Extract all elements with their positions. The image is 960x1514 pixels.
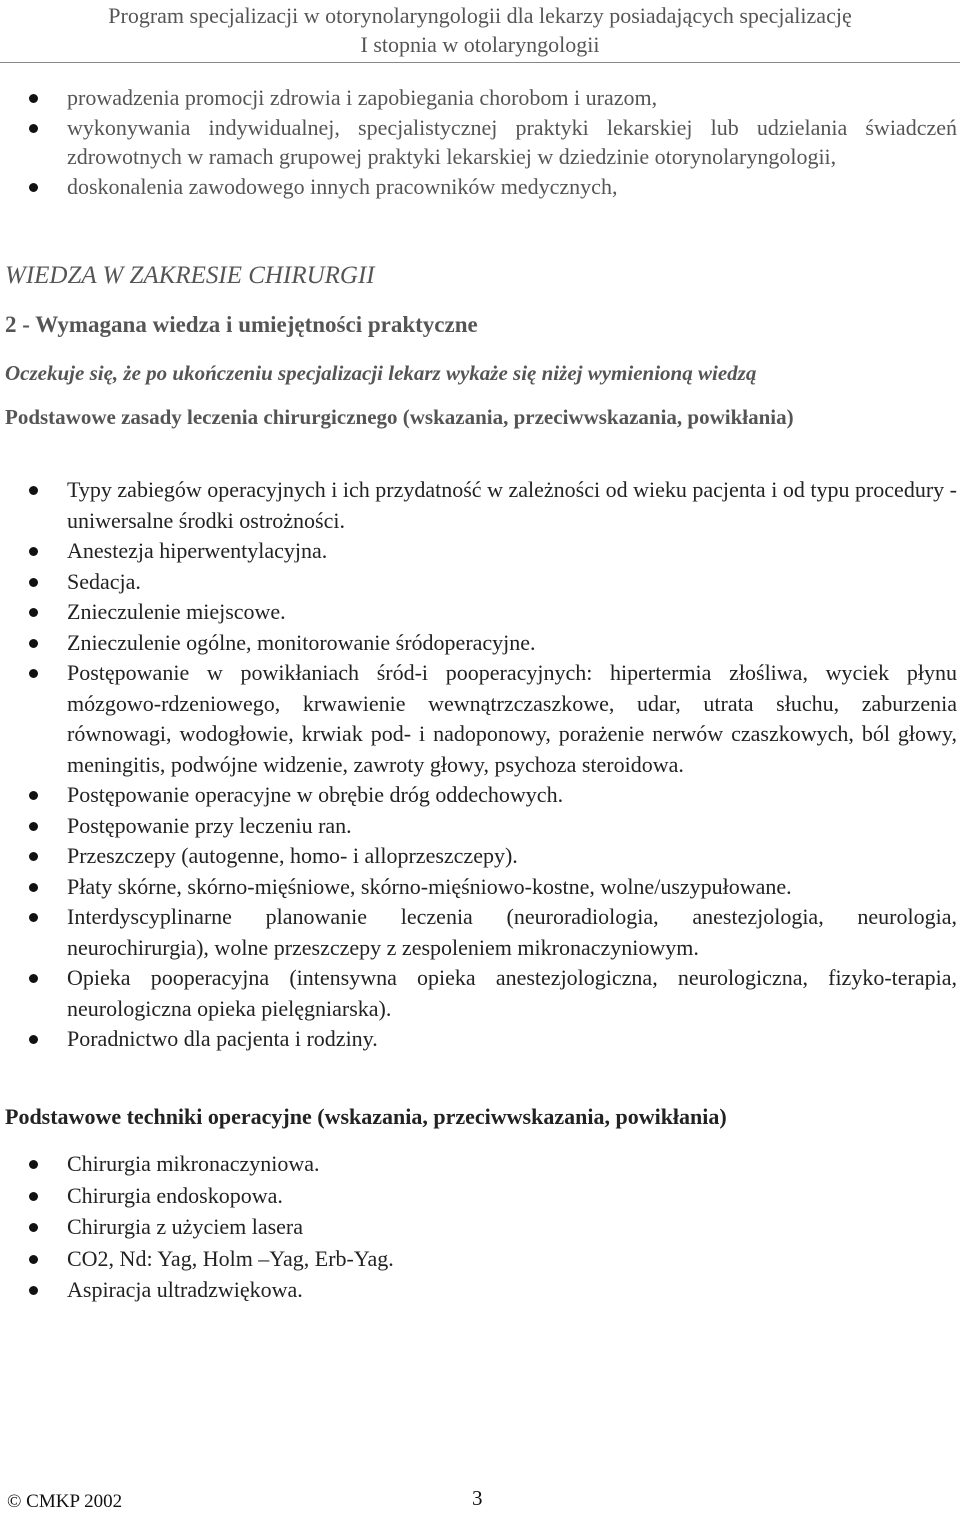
list-item: prowadzenia promocji zdrowia i zapobiegania chorobom i urazom, <box>2 83 957 113</box>
header-line-2: I stopnia w otolaryngologii <box>360 32 600 57</box>
page-header <box>0 0 960 59</box>
principles-bullet-list <box>2 475 957 1055</box>
header-divider <box>0 62 960 63</box>
list-item: Interdyscyplinarne planowanie leczenia (neuroradiologia, anestezjologia, neurologia, neurochirurgia), wolne przeszczepy z zespoleniem mikronaczyniowym. <box>2 902 957 963</box>
list-item: Postępowanie przy leczeniu ran. <box>2 811 957 842</box>
list-item: Typy zabiegów operacyjnych i ich przydatność w zależności od wieku pacjenta i od typu procedury - uniwersalne środki ostrożności. <box>2 475 957 536</box>
list-item: Przeszczepy (autogenne, homo- i alloprzeszczepy). <box>2 841 957 872</box>
list-item: Postępowanie operacyjne w obrębie dróg oddechowych. <box>2 780 957 811</box>
list-item: CO2, Nd: Yag, Holm –Yag, Erb-Yag. <box>2 1243 957 1275</box>
section-2-title: Podstawowe techniki operacyjne (wskazania, przeciwwskazania, powikłania) <box>5 1104 727 1129</box>
footer-copyright: © CMKP 2002 <box>7 1491 123 1512</box>
list-item: Poradnictwo dla pacjenta i rodziny. <box>2 1024 957 1055</box>
list-item: Chirurgia z użyciem lasera <box>2 1211 957 1243</box>
list-item: Znieczulenie ogólne, monitorowanie śródoperacyjne. <box>2 628 957 659</box>
list-item: Postępowanie w powikłaniach śród-i pooperacyjnych: hipertermia złośliwa, wyciek płynu mózgowo-rdzeniowego, krwawienie wewnątrzczaszkowe, udar, utrata słuchu, zaburzenia równowagi, wodogłowie, krwiak pod- i nadoponowy, porażenie nerwów czaszkowych, ból głowy, meningitis, podwójne widzenie, zawroty głowy, psychoza steroidowa. <box>2 658 957 780</box>
techniques-bullet-list <box>2 1148 957 1306</box>
page-number: 3 <box>472 1486 483 1510</box>
section-heading: WIEDZA W ZAKRESIE CHIRURGII <box>5 262 375 289</box>
list-item: Znieczulenie miejscowe. <box>2 597 957 628</box>
list-item: Sedacja. <box>2 567 957 598</box>
list-item: Aspiracja ultradzwiękowa. <box>2 1274 957 1306</box>
intro-bullet-list <box>2 83 957 201</box>
list-item: wykonywania indywidualnej, specjalistycznej praktyki lekarskiej lub udzielania świadczeń zdrowotnych w ramach grupowej praktyki lekarskiej w dziedzinie otorynolaryngologii, <box>2 113 957 172</box>
section-1-title: Podstawowe zasady leczenia chirurgicznego (wskazania, przeciwwskazania, powikłania) <box>5 405 794 429</box>
header-line-1: Program specjalizacji w otorynolaryngologii dla lekarzy posiadających specjalizację <box>108 3 852 28</box>
list-item: Chirurgia mikronaczyniowa. <box>2 1148 957 1180</box>
list-item: Płaty skórne, skórno-mięśniowe, skórno-mięśniowo-kostne, wolne/uszypułowane. <box>2 872 957 903</box>
list-item: Opieka pooperacyjna (intensywna opieka anestezjologiczna, neurologiczna, fizyko-terapia, neurologiczna opieka pielęgniarska). <box>2 963 957 1024</box>
list-item: doskonalenia zawodowego innych pracowników medycznych, <box>2 172 957 202</box>
subheading: 2 - Wymagana wiedza i umiejętności praktyczne <box>5 312 478 337</box>
list-item: Anestezja hiperwentylacyjna. <box>2 536 957 567</box>
intro-text: Oczekuje się, że po ukończeniu specjalizacji lekarz wykaże się niżej wymienioną wiedzą <box>5 361 757 385</box>
list-item: Chirurgia endoskopowa. <box>2 1180 957 1212</box>
